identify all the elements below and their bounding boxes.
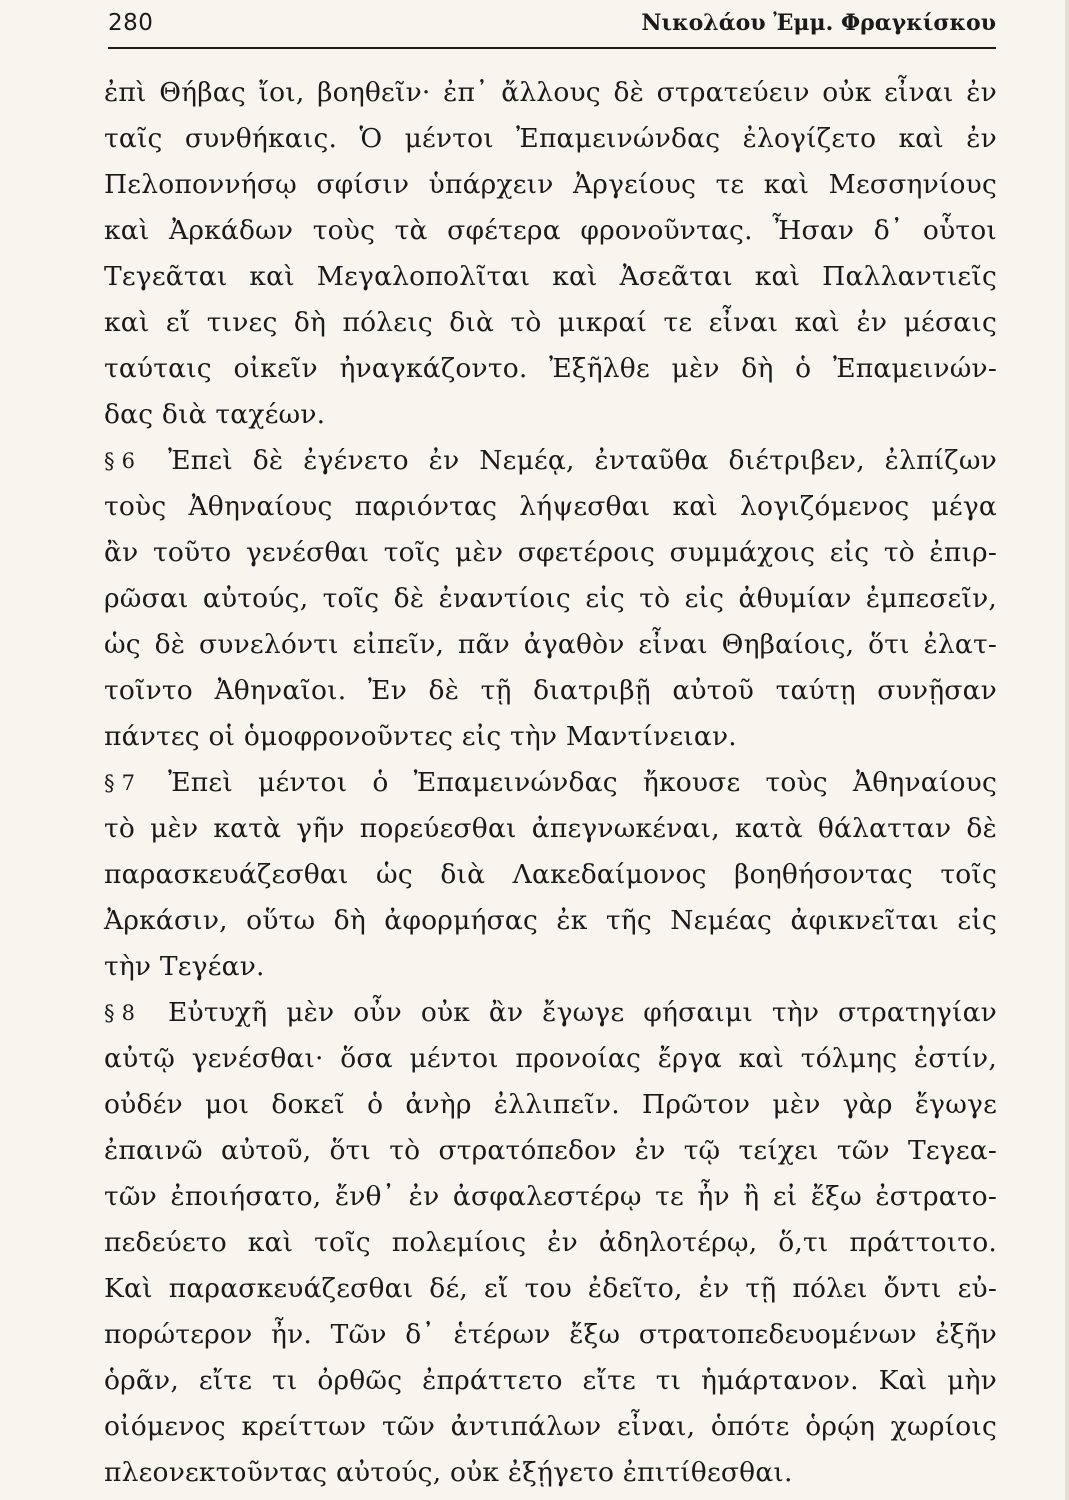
text-line: Πελοποννήσῳ σφίσιν ὑπάρχειν Ἀργείους τε καὶ Μεσσηνίους <box>104 169 997 200</box>
page-edge <box>1065 0 1069 1500</box>
text-line: τῶν ἐποιήσατο, ἔνθ᾽ ἐν ἀσφαλεστέρῳ τε ἦν ἢ εἰ ἔξω ἐστρατο- <box>104 1181 997 1212</box>
text-line: ἂν τοῦτο γενέσθαι τοῖς μὲν σφετέροις συμμάχοις εἰς τὸ ἐπιρ- <box>104 537 997 568</box>
page-number: 280 <box>108 10 154 36</box>
paragraph-7-first-line <box>104 760 997 806</box>
text-line: Καὶ παρασκευάζεσθαι δέ, εἴ του ἐδεῖτο, ἐν τῇ πόλει ὄντι εὐ- <box>104 1273 997 1304</box>
text-line: οὐδέν μοι δοκεῖ ὁ ἀνὴρ ἐλλιπεῖν. Πρῶτον μὲν γὰρ ἔγωγε <box>104 1089 997 1120</box>
text-line: πλεονεκτοῦντας αὐτούς, οὐκ ἐξῄγετο ἐπιτίθεσθαι. <box>104 1457 793 1488</box>
text-line: ρῶσαι αὐτούς, τοῖς δὲ ἐναντίοις εἰς τὸ εἰς ἀθυμίαν ἐμπεσεῖν, <box>104 583 997 614</box>
text-line: τὸ μὲν κατὰ γῆν πορεύεσθαι ἀπεγνωκέναι, κατὰ θάλατταν δὲ <box>104 813 997 844</box>
text-line: καὶ Ἀρκάδων τοὺς τὰ σφέτερα φρονοῦντας. Ἦσαν δ᾽ οὗτοι <box>104 215 997 246</box>
section-mark-7: § 7 <box>104 771 136 795</box>
text-line: ταύταις οἰκεῖν ἠναγκάζοντο. Ἐξῆλθε μὲν δὴ ὁ Ἐπαμεινών- <box>104 353 997 384</box>
text-line: καὶ εἴ τινες δὴ πόλεις διὰ τὸ μικραί τε εἶναι καὶ ἐν μέσαις <box>104 307 997 338</box>
header-rule <box>108 47 996 49</box>
text-line: πάντες οἱ ὁμοφρονοῦντες εἰς τὴν Μαντίνειαν. <box>104 721 737 752</box>
text-line: Ἀρκάσιν, οὕτω δὴ ἀφορμήσας ἐκ τῆς Νεμέας ἀφικνεῖται εἰς <box>104 905 997 936</box>
text-line: Εὐτυχῆ μὲν οὖν οὐκ ἂν ἔγωγε φήσαιμι τὴν στρατηγίαν <box>168 997 997 1028</box>
text-line: ὁρᾶν, εἴτε τι ὀρθῶς ἐπράττετο εἴτε τι ἡμάρτανον. Καὶ μὴν <box>104 1365 997 1396</box>
text-line: ἐπὶ Θήβας ἴοι, βοηθεῖν· ἐπ᾽ ἄλλους δὲ στρατεύειν οὐκ εἶναι ἐν <box>104 77 997 108</box>
text-line: Ἐπεὶ δὲ ἐγένετο ἐν Νεμέᾳ, ἐνταῦθα διέτριβεν, ἐλπίζων <box>168 445 997 476</box>
section-mark-6: § 6 <box>104 449 136 473</box>
text-line: Ἐπεὶ μέντοι ὁ Ἐπαμεινώνδας ἤκουσε τοὺς Ἀθηναίους <box>168 767 997 798</box>
text-line: τοῖντο Ἀθηναῖοι. Ἐν δὲ τῇ διατριβῇ αὐτοῦ ταύτῃ συνῇσαν <box>104 675 997 706</box>
text-line: παρασκευάζεσθαι ὡς διὰ Λακεδαίμονος βοηθήσοντας τοῖς <box>104 859 997 890</box>
running-title: Νικολάου Ἐμμ. Φραγκίσκου <box>641 10 996 36</box>
text-line: τὴν Τεγέαν. <box>104 951 265 982</box>
text-line: πεδεύετο καὶ τοῖς πολεμίοις ἐν ἀδηλοτέρῳ, ὅ,τι πράττοιτο. <box>104 1227 997 1258</box>
text-line: τοὺς Ἀθηναίους παριόντας λήψεσθαι καὶ λογιζόμενος μέγα <box>104 491 997 522</box>
text-line: Τεγεᾶται καὶ Μεγαλοπολῖται καὶ Ἀσεᾶται καὶ Παλλαντιεῖς <box>104 261 997 292</box>
paragraph-8-first-line <box>104 990 997 1036</box>
text-line: δας διὰ ταχέων. <box>104 399 326 430</box>
text-line: ὡς δὲ συνελόντι εἰπεῖν, πᾶν ἀγαθὸν εἶναι Θηβαίοις, ὅτι ἐλατ- <box>104 629 997 660</box>
body-text <box>104 70 997 1496</box>
text-line: ταῖς συνθήκαις. Ὁ μέντοι Ἐπαμεινώνδας ἐλογίζετο καὶ ἐν <box>104 123 997 154</box>
running-head <box>108 10 996 40</box>
text-line: οἰόμενος κρείττων τῶν ἀντιπάλων εἶναι, ὁπότε ὁρῴη χωρίοις <box>104 1411 997 1442</box>
text-line: ἐπαινῶ αὐτοῦ, ὅτι τὸ στρατόπεδον ἐν τῷ τείχει τῶν Τεγεα- <box>104 1135 997 1166</box>
text-line: αὐτῷ γενέσθαι· ὅσα μέντοι προνοίας ἔργα καὶ τόλμης ἐστίν, <box>104 1043 997 1074</box>
text-line: πορώτερον ἦν. Τῶν δ᾽ ἑτέρων ἔξω στρατοπεδευομένων ἐξῆν <box>104 1319 997 1350</box>
paragraph-6-first-line <box>104 438 997 484</box>
section-mark-8: § 8 <box>104 1001 136 1025</box>
